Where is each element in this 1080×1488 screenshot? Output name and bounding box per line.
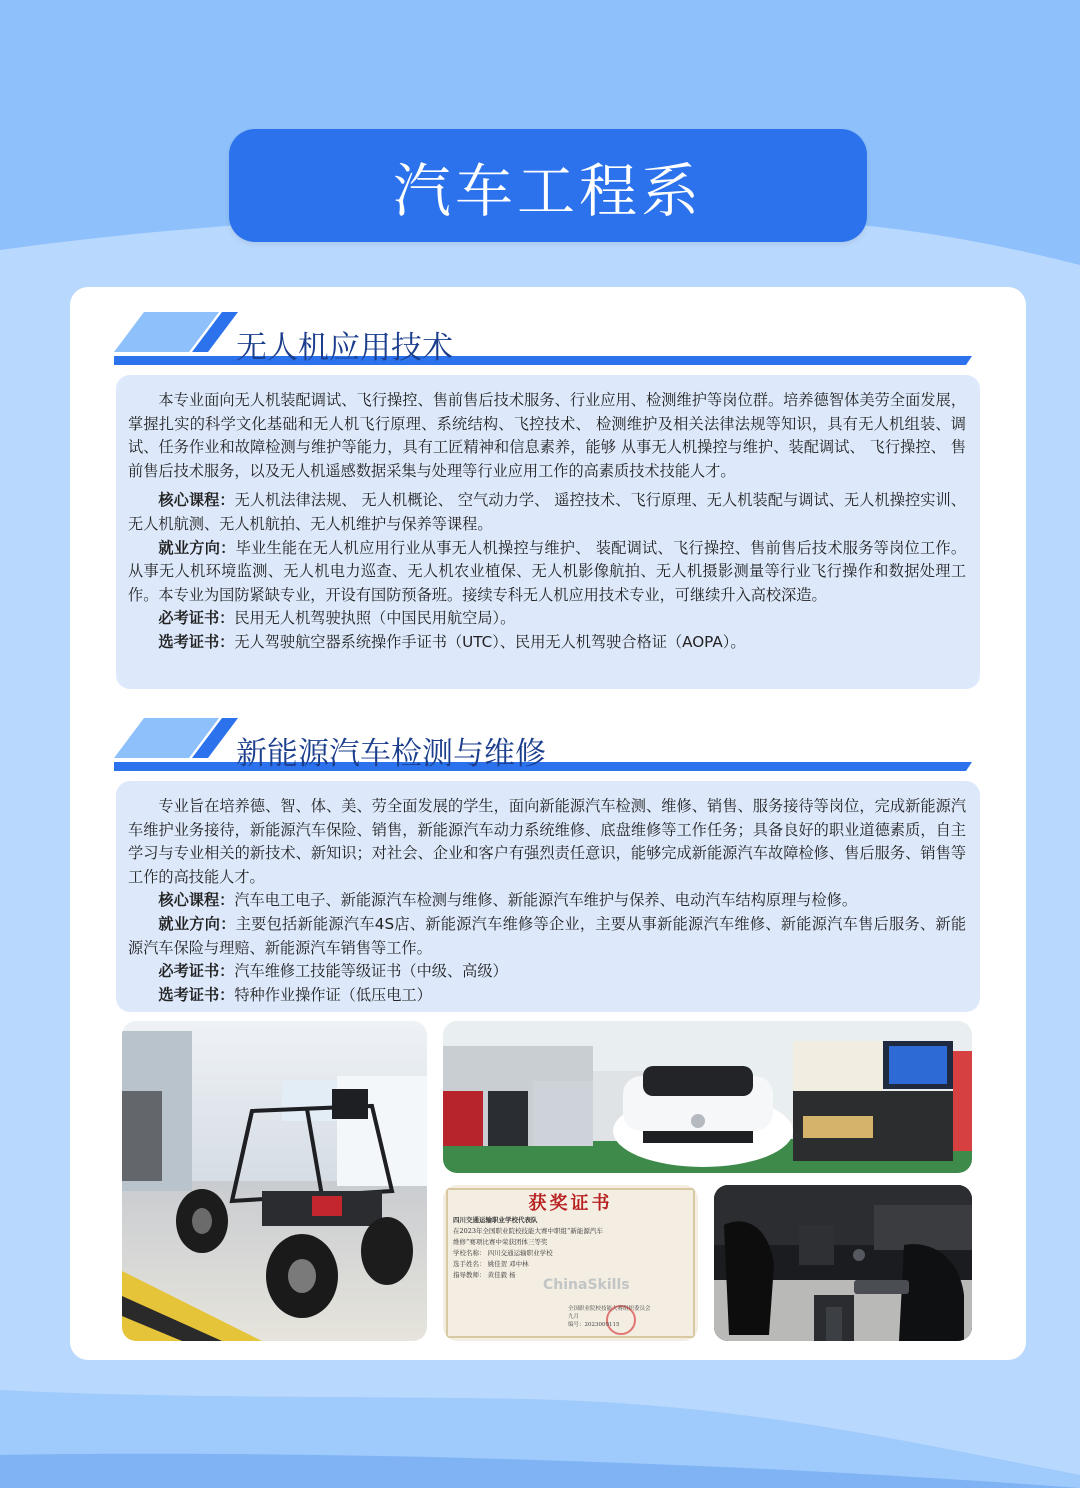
opt-label: 选考证书： bbox=[158, 632, 235, 651]
section-header-ev bbox=[114, 716, 974, 786]
required-cert bbox=[128, 607, 966, 631]
photo-gokart-workshop bbox=[122, 1021, 427, 1341]
photo-ev-lab bbox=[443, 1021, 972, 1173]
certificate-teacher: 指导教师： 黄佳毅 杨 bbox=[453, 1271, 516, 1279]
job-label: 就业方向： bbox=[158, 538, 236, 557]
core-courses bbox=[128, 889, 966, 913]
job-direction bbox=[128, 913, 966, 960]
job-text: 主要包括新能源汽车4S店、新能源汽车维修等企业，主要从事新能源汽车维修、新能源汽车售后服务、新能源汽车保险与理赔、新能源汽车销售等工作。 bbox=[128, 914, 967, 957]
core-label: 核心课程： bbox=[158, 491, 235, 510]
intro-text: 专业旨在培养德、智、体、美、劳全面发展的学生，面向新能源汽车检测、维修、销售、服务接待等岗位，完成新能源汽车维护业务接待，新能源汽车保险、销售，新能源汽车动力系统维修、底盘维修等工作任务；具备良好的职业道德素质，自主学习与专业相关的新技术、新知识；对社会、企业和客户有强烈责任意识，能够完成新能源汽车故障检修、售后服务、销售等工作的高技能人才。 bbox=[128, 797, 966, 886]
section-header-drone bbox=[114, 310, 974, 380]
certificate-watermark: ChinaSkills bbox=[543, 1277, 630, 1293]
cert-label: 必考证书： bbox=[158, 609, 235, 628]
certificate-school: 学校名称： 四川交通运输职业学校 bbox=[453, 1249, 553, 1257]
optional-cert bbox=[128, 631, 966, 655]
opt-text: 特种作业操作证（低压电工） bbox=[234, 985, 432, 1004]
section-body-drone bbox=[116, 375, 980, 689]
certificate-line2: 维修”赛项比赛中荣获团体三等奖 bbox=[453, 1238, 548, 1246]
opt-text: 无人驾驶航空器系统操作手证书（UTC）、民用无人机驾驶合格证（AOPA）。 bbox=[234, 632, 746, 651]
intro-text: 本专业面向无人机装配调试、飞行操控、售前售后技术服务、行业应用、检测维护等岗位群。培养德智体美劳全面发展，掌握扎实的科学文化基础和无人机飞行原理、系统结构、飞控技术、 检测维护及相关法律法规等知识，具有无人机组装、调试、任务作业和故障检测与维护等能力，具有工匠精神和信息素养，能够 从事无人机操控与维护、装配调试、 飞行操控、 售前售后技术服务，以及无人机遥感数据采集与处理等行业应用工作的高素质技术技能人才。 bbox=[128, 391, 966, 480]
certificate-body bbox=[453, 1215, 693, 1281]
job-text: 毕业生能在无人机应用行业从事无人机操控与维护、 装配调试、飞行操控、售前售后技术服务等岗位工作。从事无人机环境监测、无人机电力巡查、无人机农业植保、无人机影像航拍、无人机摄影测量等行业飞行操作和数据处理工作。本专业为国防紧缺专业，开设有国防预备班。接续专科无人机应用技术专业，可继续升入高校深造。 bbox=[128, 538, 967, 604]
cert-label: 必考证书： bbox=[158, 962, 235, 981]
certificate-issuer: 全国职业院校技能大赛组织委员会 bbox=[568, 1306, 651, 1312]
certificate-footer bbox=[568, 1305, 693, 1329]
certificate-players: 选手姓名： 姚佳贺 邓中林 bbox=[453, 1260, 529, 1268]
section-title: 新能源汽车检测与维修 bbox=[236, 736, 546, 772]
job-direction bbox=[128, 537, 966, 608]
certificate-title: 获奖证书 bbox=[528, 1193, 613, 1214]
core-courses bbox=[128, 489, 966, 536]
section-body-ev bbox=[116, 781, 980, 1012]
cert-text: 民用无人机驾驶执照（中国民用航空局）。 bbox=[234, 609, 516, 628]
cert-text: 汽车维修工技能等级证书（中级、高级） bbox=[234, 962, 508, 981]
photo-award-certificate bbox=[443, 1185, 698, 1341]
required-cert bbox=[128, 960, 966, 984]
photo-flight-simulator bbox=[714, 1185, 972, 1341]
optional-cert bbox=[128, 984, 966, 1008]
page-title: 汽车工程系 bbox=[229, 129, 867, 242]
section-title: 无人机应用技术 bbox=[236, 330, 453, 366]
opt-label: 选考证书： bbox=[158, 985, 235, 1004]
certificate-number: 编号：2023009115 bbox=[568, 1322, 620, 1328]
certificate-line1: 在2023年全国职业院校技能大赛中职组“新能源汽车 bbox=[453, 1227, 603, 1235]
certificate-team: 四川交通运输职业学校代表队 bbox=[453, 1216, 538, 1224]
job-label: 就业方向： bbox=[158, 914, 236, 933]
core-label: 核心课程： bbox=[158, 891, 235, 910]
certificate-date: 九月 bbox=[568, 1314, 580, 1320]
core-text: 汽车电工电子、新能源汽车检测与维修、新能源汽车维护与保养、电动汽车结构原理与检修。 bbox=[234, 891, 858, 910]
core-text: 无人机法律法规、 无人机概论、 空气动力学、 遥控技术、飞行原理、无人机装配与调试、无人机操控实训、无人机航测、无人机航拍、无人机维护与保养等课程。 bbox=[128, 491, 966, 533]
